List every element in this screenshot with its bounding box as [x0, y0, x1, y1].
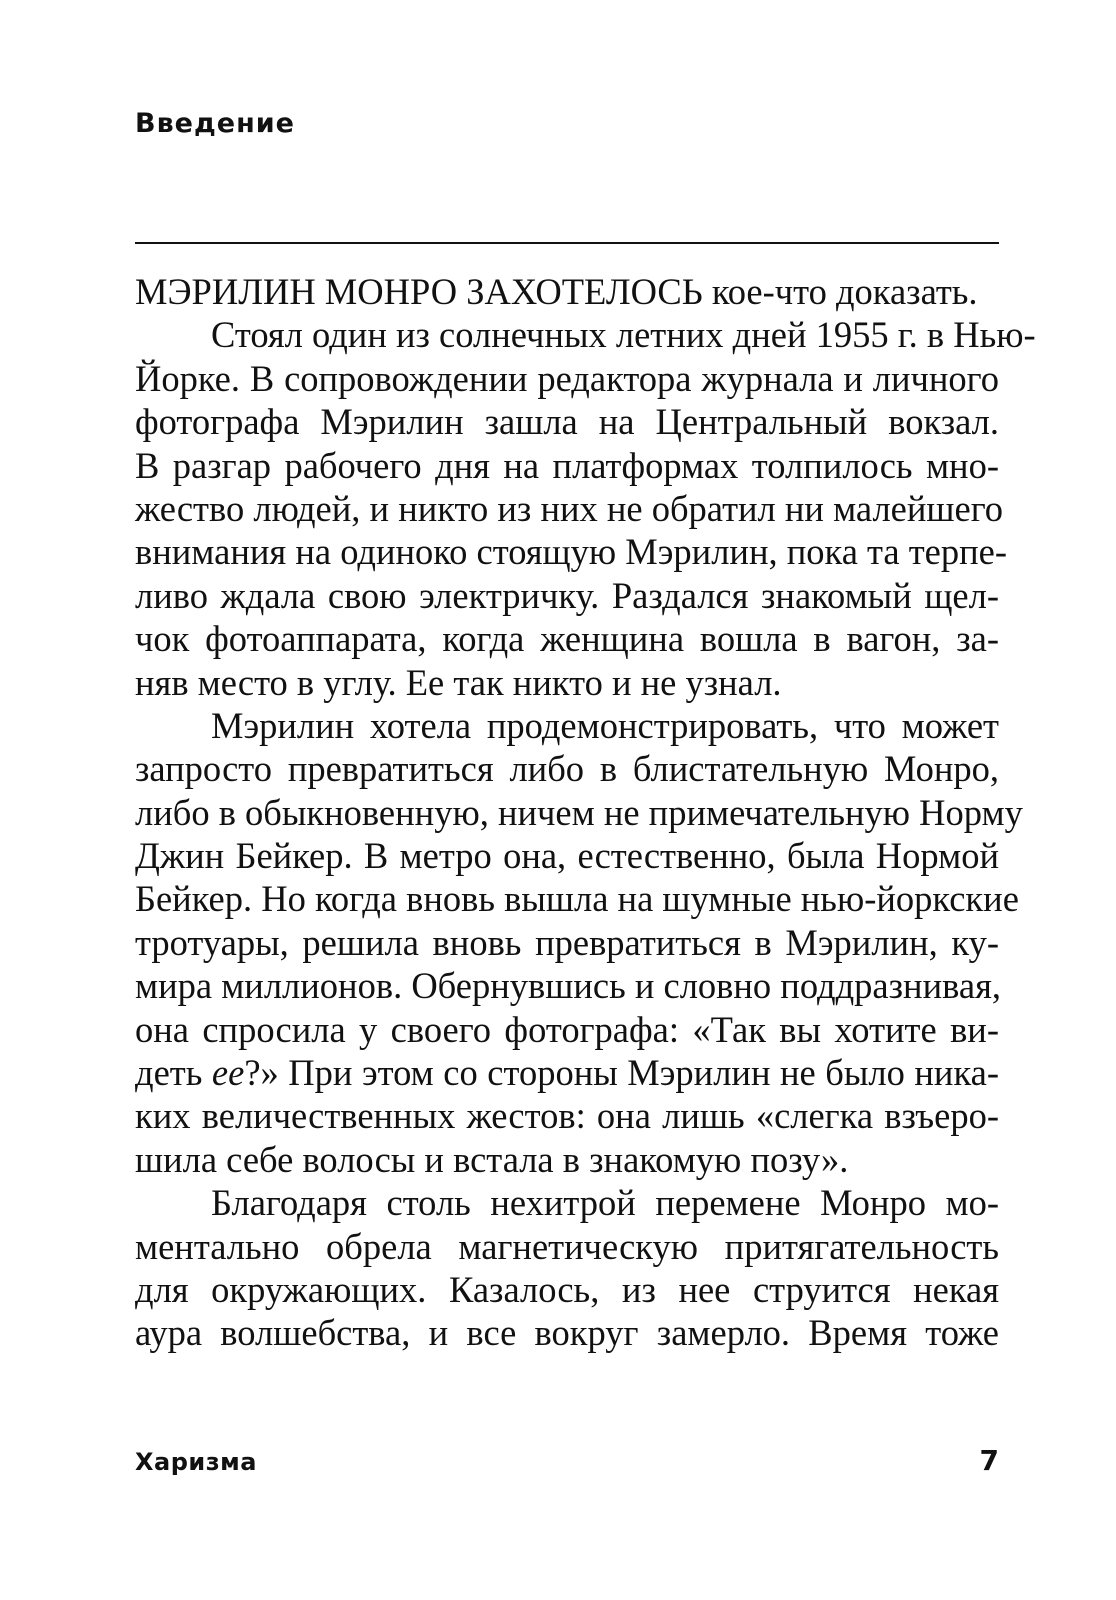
text-line: аура волшебства, и все вокруг замерло. Время тоже	[135, 1312, 999, 1354]
text-line: жество людей, и никто из них не обратил ни малейшего	[135, 487, 1004, 529]
text-line: МЭРИЛИН МОНРО ЗАХОТЕЛОСЬ кое-что доказать.	[135, 271, 978, 312]
text-line: внимания на одиноко стоящую Мэрилин, пока та терпе-	[135, 531, 1008, 573]
text-line: Джин Бейкер. В метро она, естественно, была Нормой	[135, 835, 999, 877]
text-line: Стоял один из солнечных летних дней 1955 г. в Нью-	[211, 314, 1036, 356]
body-text	[135, 270, 1036, 1355]
section-title: Введение	[135, 108, 295, 139]
running-footer-title: Харизма	[135, 1448, 257, 1476]
text-line: Йорке. В сопровождении редактора журнала и личного	[135, 357, 999, 399]
text-line: фотографа Мэрилин зашла на Центральный вокзал.	[135, 401, 999, 443]
text-line: Мэрилин хотела продемонстрировать, что может	[211, 704, 999, 746]
text-line: запросто превратиться либо в блистательную Монро,	[135, 748, 999, 790]
text-line: мира миллионов. Обернувшись и словно поддразнивая,	[135, 965, 1001, 1007]
text-line: чок фотоаппарата, когда женщина вошла в вагон, за-	[135, 618, 999, 660]
text-line: В разгар рабочего дня на платформах толпилось мно-	[135, 444, 999, 486]
page-number: 7	[979, 1444, 999, 1477]
text-line: она спросила у своего фотографа: «Так вы хотите ви-	[135, 1008, 999, 1050]
text-line: для окружающих. Казалось, из нее струится некая	[135, 1268, 999, 1310]
text-line: ливо ждала свою электричку. Раздался знакомый щел-	[135, 574, 999, 616]
text-line: ких величественных жестов: она лишь «слегка взъеро-	[135, 1095, 999, 1137]
text-line: Благодаря столь нехитрой перемене Монро мо-	[211, 1182, 999, 1224]
header-divider	[135, 242, 999, 244]
text-line: тротуары, решила вновь превратиться в Мэрилин, ку-	[135, 921, 999, 963]
text-line: Бейкер. Но когда вновь вышла на шумные нью-йоркские	[135, 878, 1019, 920]
text-line: либо в обыкновенную, ничем не примечательную Норму	[135, 791, 1023, 833]
text-line: няв место в углу. Ее так никто и не узнал.	[135, 661, 782, 703]
text-line: ментально обрела магнетическую притягательность	[135, 1225, 999, 1267]
text-line: шила себе волосы и встала в знакомую позу».	[135, 1138, 849, 1180]
text-line: деть ее?» При этом со стороны Мэрилин не было ника-	[135, 1052, 999, 1094]
emphasis: ее	[211, 1052, 245, 1094]
